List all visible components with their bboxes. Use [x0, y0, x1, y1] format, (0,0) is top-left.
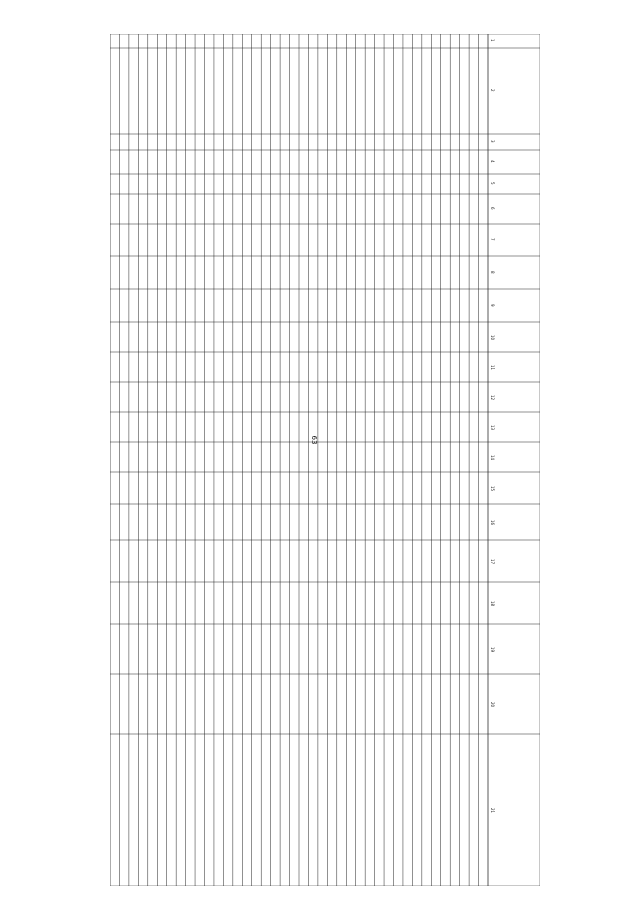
page-number: 63: [310, 435, 318, 445]
column-number: 4: [490, 160, 495, 163]
column-number: 14: [490, 455, 495, 461]
column-number: 15: [490, 486, 495, 492]
column-number: 20: [490, 702, 495, 708]
column-number: 17: [490, 559, 495, 565]
schedule-table: [110, 34, 540, 886]
column-number: 3: [490, 140, 495, 143]
column-number: 13: [490, 425, 495, 431]
column-number: 18: [490, 601, 495, 607]
column-number: 7: [490, 238, 495, 241]
column-number: 21: [490, 808, 495, 814]
table-grid: [110, 34, 540, 886]
column-number: 11: [490, 365, 495, 371]
column-number: 2: [490, 89, 495, 92]
column-number: 6: [490, 207, 495, 210]
column-number: 9: [490, 303, 495, 307]
column-number: 5: [490, 182, 495, 185]
column-number: 1: [490, 39, 495, 42]
column-number: 19: [490, 647, 495, 653]
column-number: 12: [490, 395, 495, 401]
column-number: 8: [490, 270, 495, 274]
column-number: 10: [490, 335, 495, 341]
column-number: 16: [490, 520, 495, 526]
